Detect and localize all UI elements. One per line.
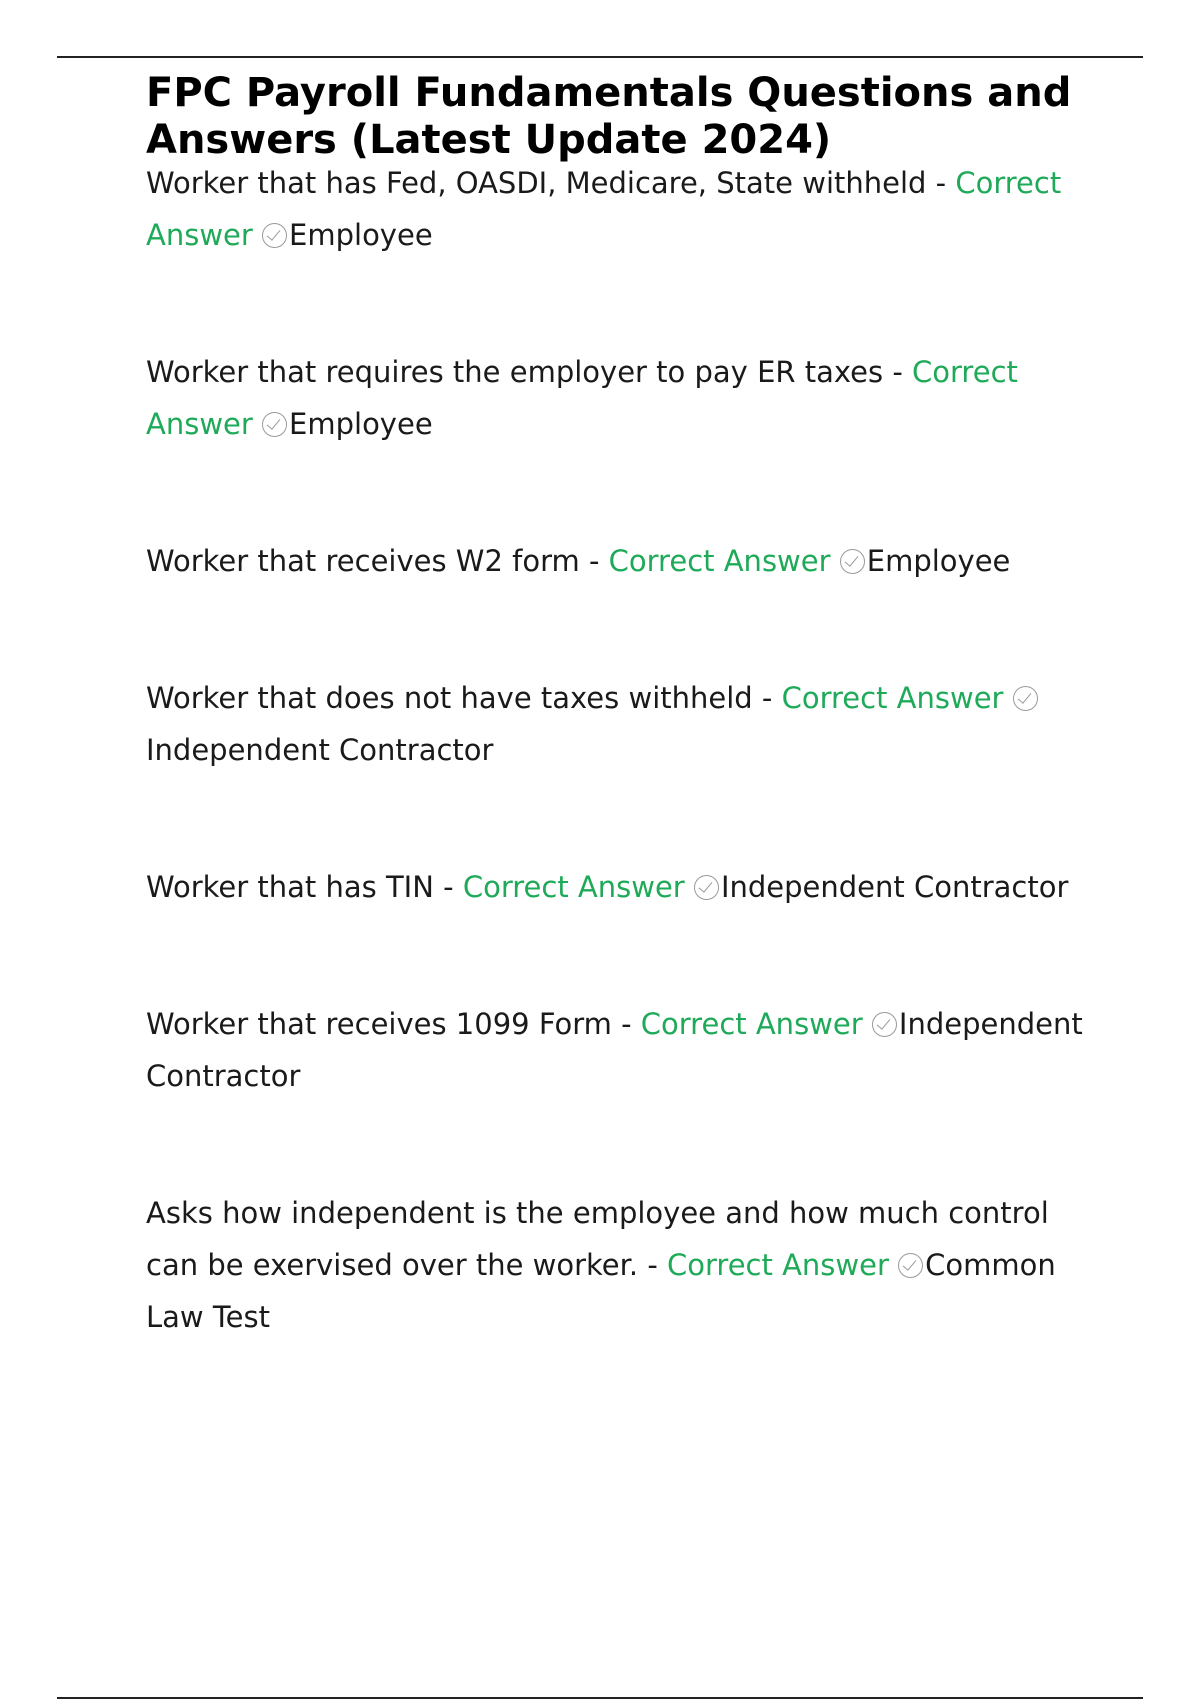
check-circle-icon bbox=[262, 412, 287, 437]
question-text: Worker that requires the employer to pay ER taxes - bbox=[146, 355, 903, 389]
qa-item bbox=[146, 861, 1096, 913]
page-title: FPC Payroll Fundamentals Questions and Answers (Latest Update 2024) bbox=[146, 70, 1072, 163]
answer-text: Common Law Test bbox=[146, 1248, 1056, 1334]
correct-answer-label: Correct Answer bbox=[146, 166, 1062, 252]
top-rule bbox=[57, 56, 1143, 58]
answer-text: Employee bbox=[289, 407, 433, 441]
qa-item bbox=[146, 157, 1096, 261]
question-text: Worker that has Fed, OASDI, Medicare, State withheld - bbox=[146, 166, 947, 200]
qa-item bbox=[146, 672, 1096, 776]
check-circle-icon bbox=[694, 875, 719, 900]
question-text: Asks how independent is the employee and how much control can be exervised over the worker. - bbox=[146, 1196, 1049, 1282]
correct-answer-label: Correct Answer bbox=[667, 1248, 889, 1282]
qa-item bbox=[146, 1187, 1096, 1343]
check-circle-icon bbox=[872, 1012, 897, 1037]
check-circle-icon bbox=[840, 549, 865, 574]
correct-answer-label: Correct Answer bbox=[781, 681, 1004, 715]
qa-item bbox=[146, 346, 1096, 450]
qa-item bbox=[146, 998, 1096, 1102]
answer-text: Employee bbox=[289, 218, 433, 252]
question-text: Worker that does not have taxes withheld - bbox=[146, 681, 773, 715]
correct-answer-label: Correct Answer bbox=[640, 1007, 863, 1041]
bottom-rule bbox=[57, 1697, 1143, 1699]
correct-answer-label: Correct Answer bbox=[462, 870, 685, 904]
qa-item bbox=[146, 535, 1096, 587]
answer-text: Independent Contractor bbox=[146, 733, 494, 767]
check-circle-icon bbox=[1013, 686, 1038, 711]
answer-text: Independent Contractor bbox=[146, 1007, 1083, 1093]
answer-text: Independent Contractor bbox=[720, 870, 1069, 904]
question-text: Worker that has TIN - bbox=[146, 870, 454, 904]
question-text: Worker that receives W2 form - bbox=[146, 544, 600, 578]
correct-answer-label: Correct Answer bbox=[146, 355, 1018, 441]
check-circle-icon bbox=[262, 223, 287, 248]
check-circle-icon bbox=[898, 1253, 923, 1278]
question-text: Worker that receives 1099 Form - bbox=[146, 1007, 632, 1041]
answer-text: Employee bbox=[866, 544, 1011, 578]
document-body bbox=[146, 70, 1096, 1343]
correct-answer-label: Correct Answer bbox=[608, 544, 831, 578]
